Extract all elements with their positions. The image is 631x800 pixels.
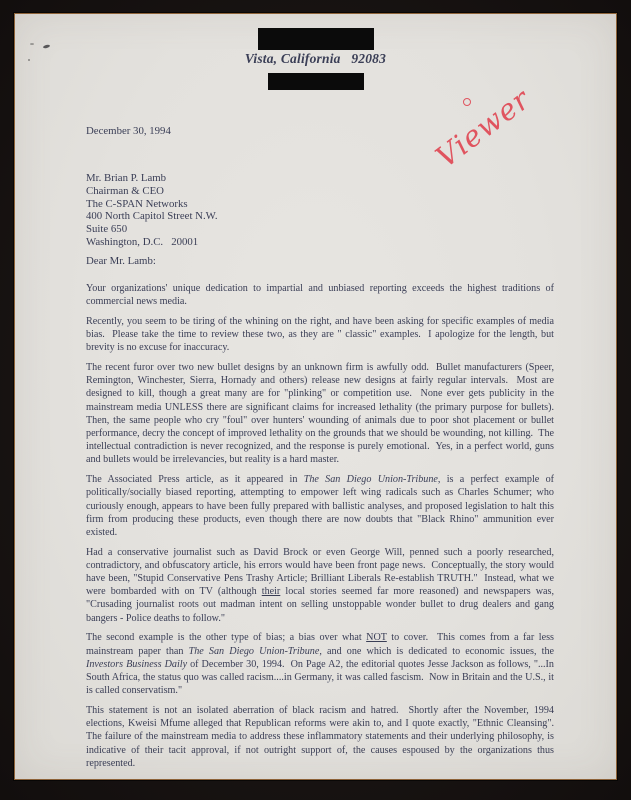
letter-paragraph [86, 282, 557, 308]
letter-paragraph [86, 631, 557, 697]
letter-body [86, 282, 560, 776]
letter-paragraph [86, 473, 557, 539]
paragraph-text-segment: Recently, you seem to be tiring of the whining on the right, and have been asking for specific examples of media bias. Please take the time to review these two, as they are " classic" examples. I apologize for the length, but brevity is no excuse for inaccuracy. [86, 315, 557, 354]
recipient-address-block [86, 172, 218, 249]
paragraph-text-segment: This statement is not an isolated aberration of black racism and hatred. Shortly after the November, 1994 elections, Kweisi Mfume alleged that Republican reforms were akin to, and I quote exactly, "Ethnic Cleansing". The failure of the mainstream media to address these inflammatory statements and their underlying philosophy, is indicative of their tacit approval, if not outright support of, the causes espoused by the organizations thus represented. [86, 704, 560, 769]
paragraph-text-segment: The second example is the other type of bias; a bias over what [86, 632, 367, 644]
paragraph-text-segment: Your organizations' unique dedication to impartial and unbiased reporting exceeds the highest traditions of commercial news media. [86, 283, 557, 308]
recipient-line: Chairman & CEO [86, 184, 164, 197]
letter-paragraph [86, 704, 560, 770]
paragraph-text-segment: The recent furor over two new bullet designs by an unknown firm is awfully odd. Bullet manufacturers (Speer, Remington, Winchester, Sierra, Hornady and others) release new designs at fairly regular intervals. Most are designed to kill, though a great many are for "plinking" or competition use. None ever gets publicity in the mainstream media UNLESS there are significant claims for increased lethality (the primary purpose for bullets). Then, the same people who cry "foul" over hunters' wounding of animals due to poor shot placement or bullet performance, decry the concept of improved lethality on the grounds that we should be wounding, not killing. The intellectual contradiction is never recognized, and the response is purely emotional. Yes, in a perfect world, guns and bullets would be irrelevancies, but reality is a hard master. [86, 362, 560, 466]
letter-paper [14, 13, 617, 780]
paragraph-text-segment: Had a conservative journalist such as David Brock or even George Will, penned such a poorly researched, contradictory, and obfuscatory article, his errors would have been front page news. Conceptually, the story would have been, "Stupid Conservative Pens Trashy Article; Brilliant Liberals Re-establish TRUTH." Instead, what we were bombarded with on TV (although [86, 546, 557, 598]
paragraph-text-segment: local stories seemed far more reasoned) and newspapers was, "Crusading journalist roots out madman intent on selling unstoppable wonder bullet to drug dealers and gang bangers - Police deaths to follow." [86, 586, 557, 624]
paragraph-text-segment: , and one which is dedicated to economic issues, the [319, 645, 557, 657]
handwriting-i-dot-mark [463, 98, 471, 106]
paragraph-text-segment: The Associated Press article, as it appeared in [86, 474, 304, 486]
recipient-line: Washington, D.C. 20001 [86, 235, 199, 248]
date-line: December 30, 1994 [86, 125, 171, 137]
letter-paragraph [86, 361, 560, 467]
paragraph-text-segment: of December 30, 1994. On Page A2, the editorial quotes Jesse Jackson as follows, "...In South Africa, the status quo was called racism....in Germany, it was called fascism. Now in Britain and the U.S., it is called conservatism." [86, 658, 557, 697]
paragraph-text-segment: The San Diego Union-Tribune [303, 474, 438, 486]
handwritten-viewer-annotation: Viewer [429, 81, 537, 175]
paragraph-text-segment: , is a perfect example of politically/socially biased reporting, attempting to empower left wing radicals such as Charles Schumer; who curiously enough, appears to have been fully prepared with ballistic analyses, and proposed legislation to halt this firm from producing these products, even though there are now doubts that "Black Rhino" ammunition ever existed. [86, 474, 557, 538]
recipient-line: Suite 650 [86, 223, 128, 236]
redaction-bar-bottom [268, 73, 364, 90]
recipient-line: 400 North Capitol Street N.W. [86, 210, 218, 223]
recipient-line: The C-SPAN Networks [86, 197, 188, 210]
paragraph-text-segment: their [261, 586, 281, 598]
paragraph-text-segment: The San Diego Union-Tribune [188, 645, 320, 657]
letter-paragraph [86, 315, 557, 355]
sender-city-line: Vista, California 92083 [244, 51, 387, 66]
redaction-bar-top [258, 28, 374, 50]
paragraph-text-segment: to cover. This comes from a far less mainstream paper than [86, 632, 557, 657]
salutation: Dear Mr. Lamb: [86, 255, 156, 267]
letter-paragraph [86, 546, 557, 625]
paragraph-text-segment: Investors Business Daily [86, 658, 188, 670]
recipient-line: Mr. Brian P. Lamb [86, 172, 167, 184]
paragraph-text-segment: NOT [366, 632, 387, 644]
